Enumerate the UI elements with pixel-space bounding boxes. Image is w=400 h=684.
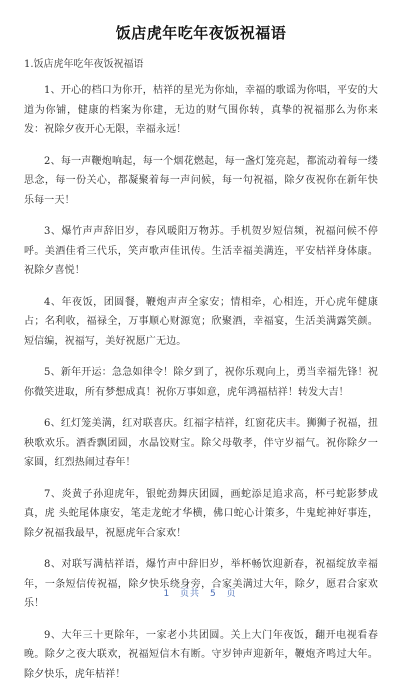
page-separator: 页共 xyxy=(180,589,200,599)
paragraph: 7、炎黄子孙迎虎年，银蛇劲舞庆团圆，画蛇添足追求高，杯弓蛇影梦成真，虎 头蛇尾体康安，笔走龙蛇才华横，佛口蛇心计策多，牛鬼蛇神好事连，除夕祝福我最早，祝愿虎年合家欢！ xyxy=(24,485,378,544)
paragraph: 4、年夜饭，团圆餐，鞭炮声声全家安；情相牵，心相连，开心虎年健康占；名利收，福禄全，万事顺心财源宽；欣聚酒，幸福宴，生活美满露笑颜。短信编，祝福写，美好祝愿广无边。 xyxy=(24,293,378,352)
page-number-footer xyxy=(0,586,400,599)
page-current: 1 xyxy=(163,589,170,599)
paragraph: 5、新年开运：急急如律令！除夕到了，祝你乐观向上，勇当幸福先锋！祝你微笑进取，所有梦想成真！祝你万事如意，虎年鸿福桔祥！转发大吉！ xyxy=(24,363,378,402)
paragraph: 2、每一声鞭炮响起，每一个烟花燃起，每一盏灯笼亮起，都流动着每一缕思念，每一份关心，都凝聚着每一声问候，每一句祝福，除夕夜祝你在新年快乐每一天！ xyxy=(24,152,378,211)
section-heading: 1.饭店虎年吃年夜饭祝福语 xyxy=(24,57,378,72)
paragraph: 1、开心的档口为你开，桔祥的星光为你灿，幸福的歌谣为你唱，平安的大道为你铺，健康的档案为你建，无边的财气围你转，真挚的祝福那么为你来发：祝除夕夜开心无限，幸福永远！ xyxy=(24,81,378,140)
paragraph: 6、红灯笼美满，红对联喜庆。红福字桔祥，红窗花庆丰。狮狮子祝福，扭秧歌欢乐。酒香飘团圆，水晶饺财宝。除父母敬孝，伴守岁福气。祝你除夕一家圆，红烈热闹过春年！ xyxy=(24,414,378,473)
paragraph: 9、大年三十更除年，一家老小共团圆。关上大门年夜饭，翻开电视看春晚。除夕之夜大联欢，祝福短信木有断。守岁钟声迎新年，鞭炮齐鸣过大年。除夕快乐，虎年桔祥！ xyxy=(24,626,378,684)
paragraph: 8、对联写满桔祥语，爆竹声中辞旧岁，举杯畅饮迎新春，祝福绽放幸福年，一条短信传祝福，除夕快乐绕身旁，合家美满过大年，除夕，愿君合家欢乐！ xyxy=(24,555,378,614)
page-total: 5 xyxy=(210,589,217,599)
page-title: 饭店虎年吃年夜饭祝福语 xyxy=(24,0,378,44)
page-suffix: 页 xyxy=(227,589,237,599)
paragraph: 3、爆竹声声辞旧岁，春风暖阳万物苏。手机贺岁短信频，祝福问候不停呼。美酒佳肴三代乐，笑声歌声佳讯传。生活幸福美满连，平安桔祥身体康。祝除夕喜悦！ xyxy=(24,222,378,281)
